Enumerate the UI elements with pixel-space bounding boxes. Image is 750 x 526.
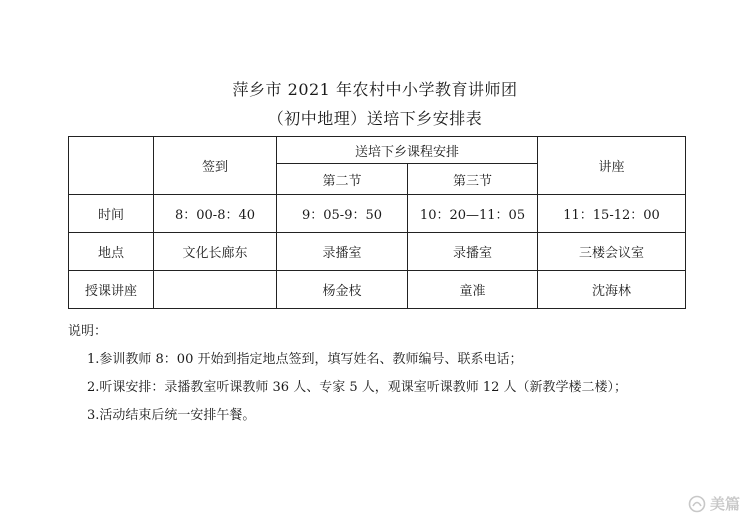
teacher-session-3: 童准 bbox=[408, 271, 538, 309]
table-row-time bbox=[69, 195, 686, 233]
time-session-3: 10：20—11：05 bbox=[408, 195, 538, 233]
location-checkin: 文化长廊东 bbox=[154, 233, 277, 271]
row-label-time: 时间 bbox=[69, 195, 154, 233]
watermark-text: 美篇 bbox=[709, 495, 740, 513]
time-session-2: 9：05-9：50 bbox=[277, 195, 408, 233]
notes-section bbox=[68, 318, 627, 430]
header-course-group: 送培下乡课程安排 bbox=[277, 137, 538, 164]
watermark bbox=[688, 493, 740, 514]
notes-item-2: 2.听课安排：录播教室听课教师 36 人、专家 5 人，观课室听课教师 12 人（新教学楼二楼）； bbox=[87, 380, 628, 395]
header-corner-cell bbox=[69, 137, 154, 195]
notes-item-1: 1.参训教师 8：00 开始到指定地点签到，填写姓名、教师编号、联系电话； bbox=[87, 352, 523, 367]
row-label-location: 地点 bbox=[69, 233, 154, 271]
table-row-teacher bbox=[69, 271, 686, 309]
location-session-3: 录播室 bbox=[408, 233, 538, 271]
notes-heading: 说明： bbox=[68, 324, 108, 339]
notes-item-3: 3.活动结束后统一安排午餐。 bbox=[87, 408, 256, 423]
header-session-2: 第二节 bbox=[277, 164, 408, 195]
meipian-logo-icon bbox=[688, 495, 706, 513]
location-session-2: 录播室 bbox=[277, 233, 408, 271]
table-row-location bbox=[69, 233, 686, 271]
location-lecture: 三楼会议室 bbox=[538, 233, 686, 271]
header-session-3: 第三节 bbox=[408, 164, 538, 195]
header-lecture: 讲座 bbox=[538, 137, 686, 195]
time-lecture: 11：15-12：00 bbox=[538, 195, 686, 233]
schedule-table bbox=[68, 136, 686, 309]
header-checkin: 签到 bbox=[154, 137, 277, 195]
row-label-teacher: 授课讲座 bbox=[69, 271, 154, 309]
teacher-session-2: 杨金枝 bbox=[277, 271, 408, 309]
document-title: 萍乡市 2021 年农村中小学教育讲师团 bbox=[232, 80, 518, 99]
teacher-lecture: 沈海林 bbox=[538, 271, 686, 309]
teacher-checkin bbox=[154, 271, 277, 309]
time-checkin: 8：00-8：40 bbox=[154, 195, 277, 233]
table-header-row bbox=[69, 137, 686, 164]
document-subtitle: （初中地理）送培下乡安排表 bbox=[267, 109, 483, 128]
